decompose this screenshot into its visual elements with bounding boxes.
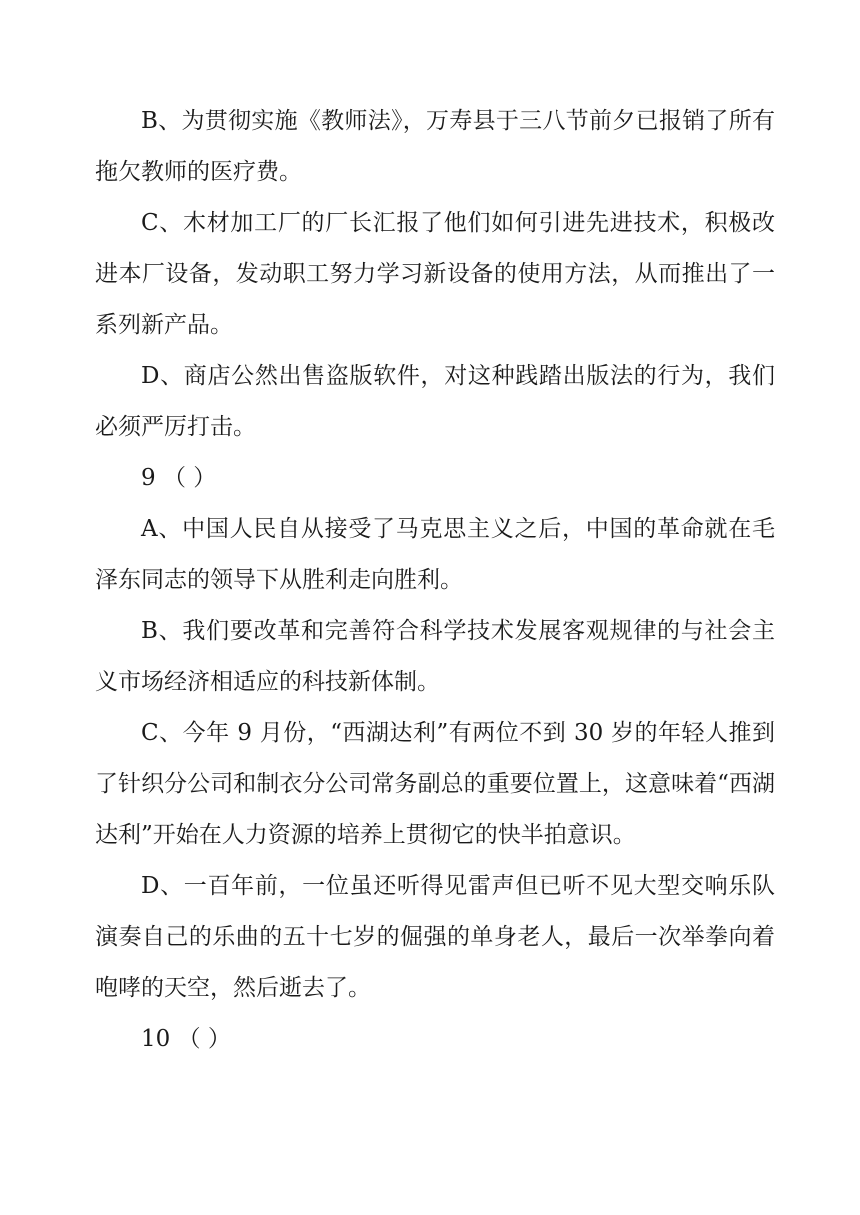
question-9-heading: 9 （ ） <box>141 465 217 491</box>
document-body <box>95 96 775 1065</box>
paragraph-option-c-q9: C、今年 9 月份，“西湖达利”有两位不到 30 岁的年轻人推到了针织分公司和制衣分公司常务副总的重要位置上，这意味着“西湖达利”开始在人力资源的培养上贯彻它的快半拍意识。 <box>95 720 775 848</box>
question-10-heading: 10 （ ） <box>141 1026 231 1052</box>
paragraph-option-b-q8: B、为贯彻实施《教师法》，万寿县于三八节前夕已报销了所有拖欠教师的医疗费。 <box>95 108 775 185</box>
paragraph-option-d-q9: D、一百年前，一位虽还听得见雷声但已听不见大型交响乐队演奏自己的乐曲的五十七岁的倔强的单身老人，最后一次举拳向着咆哮的天空，然后逝去了。 <box>95 873 775 1001</box>
paragraph-option-d-q8: D、商店公然出售盗版软件，对这种践踏出版法的行为，我们必须严厉打击。 <box>95 363 775 440</box>
paragraph-option-c-q8: C、木材加工厂的厂长汇报了他们如何引进先进技术，积极改进本厂设备，发动职工努力学习新设备的使用方法，从而推出了一系列新产品。 <box>95 210 775 338</box>
paragraph-option-b-q9: B、我们要改革和完善符合科学技术发展客观规律的与社会主义市场经济相适应的科技新体制。 <box>95 618 775 695</box>
paragraph-option-a-q9: A、中国人民自从接受了马克思主义之后，中国的革命就在毛泽东同志的领导下从胜利走向胜利。 <box>95 516 775 593</box>
